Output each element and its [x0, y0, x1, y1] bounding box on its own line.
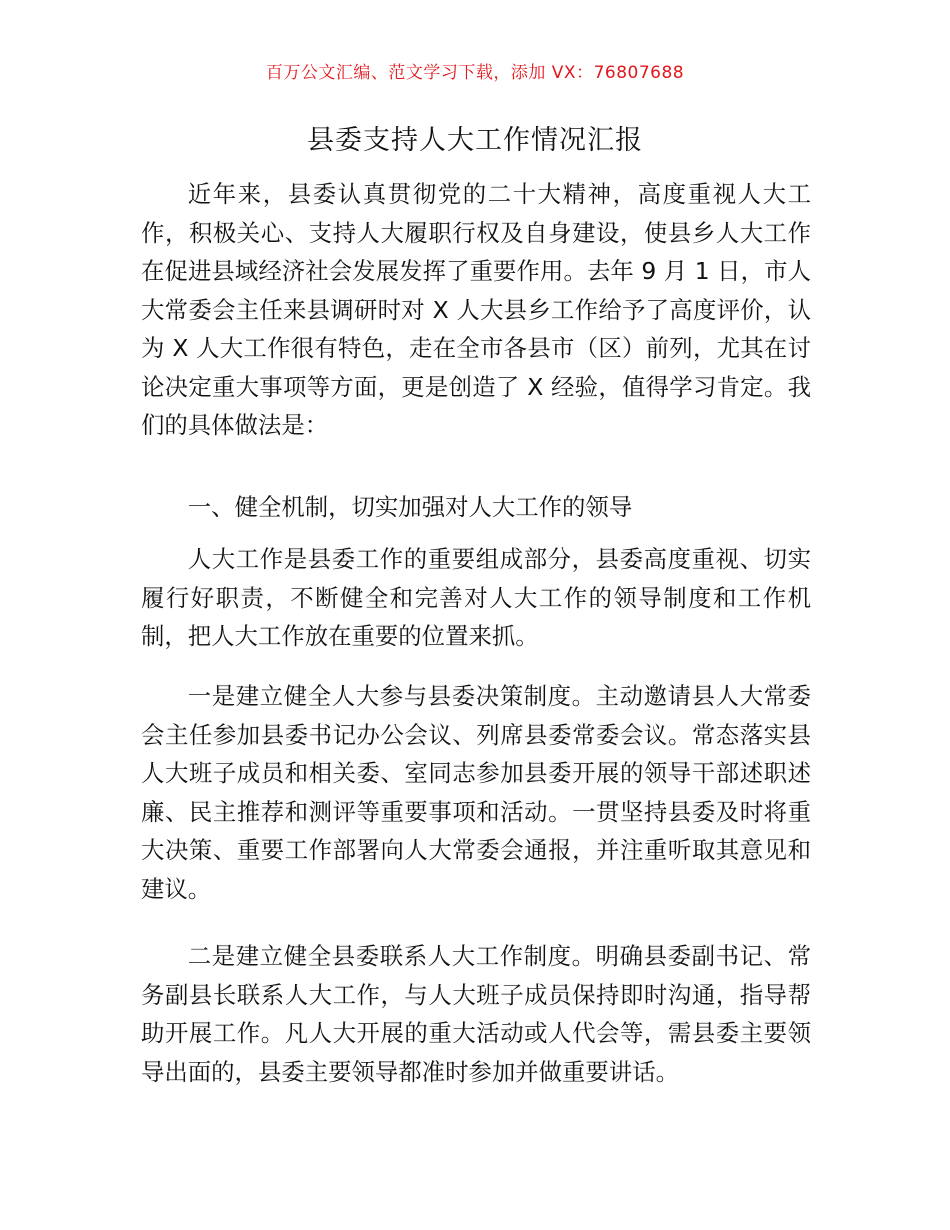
section-heading: 一、健全机制，切实加强对人大工作的领导 — [187, 493, 633, 521]
point-one-paragraph: 一是建立健全人大参与县委决策制度。主动邀请县人大常委会主任参加县委书记办公会议、列席县委常委会议。常态落实县人大班子成员和相关委、室同志参加县委开展的领导干部述职述廉、民主推荐和测评等重要事项和活动。一贯坚持县委及时将重大决策、重要工作部署向人大常委会通报，并注重听取其意见和建议。 — [141, 682, 811, 903]
intro-paragraph: 近年来，县委认真贯彻党的二十大精神，高度重视人大工作，积极关心、支持人大履职行权及自身建设，使县乡人大工作在促进县域经济社会发展发挥了重要作用。去年 9 月 1 日，市人大常委会主任来县调研时对 X 人大县乡工作给予了高度评价，认为 X 人大工作很有特色，走在全市各县市（区）前列，尤其在讨论决定重大事项等方面，更是创造了 X 经验，值得学习肯定。我们的具体做法是： — [141, 180, 811, 439]
section-paragraph: 人大工作是县委工作的重要组成部分，县委高度重视、切实履行好职责，不断健全和完善对人大工作的领导制度和工作机制，把人大工作放在重要的位置来抓。 — [141, 545, 811, 650]
document-title: 县委支持人大工作情况汇报 — [307, 125, 643, 156]
promo-header: 百万公文汇编、范文学习下载，添加 VX：76807688 — [265, 63, 685, 83]
point-two-paragraph: 二是建立健全县委联系人大工作制度。明确县委副书记、常务副县长联系人大工作，与人大班子成员保持即时沟通，指导帮助开展工作。凡人大开展的重大活动或人代会等，需县委主要领导出面的，县委主要领导都准时参加并做重要讲话。 — [141, 942, 811, 1086]
